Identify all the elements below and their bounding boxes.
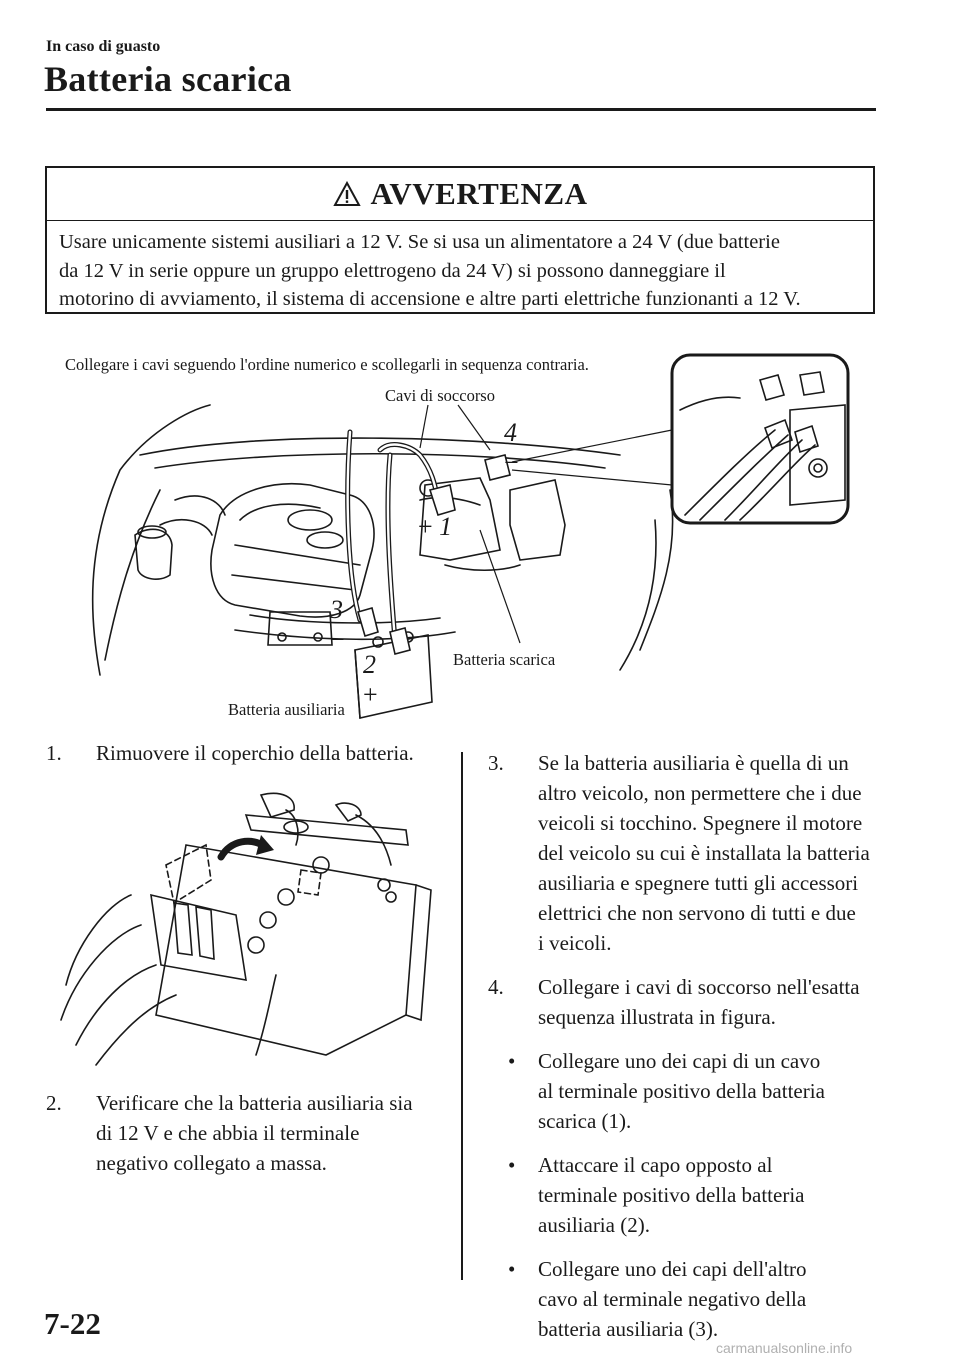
bullet-item xyxy=(488,1046,878,1136)
step-number: 4. xyxy=(488,975,504,999)
battery-cover-drawing xyxy=(56,785,446,1075)
engine-bay-drawing xyxy=(60,350,880,728)
bullet-dot-icon: • xyxy=(508,1153,516,1177)
step-number: 2. xyxy=(46,1091,62,1115)
step-text-line: i veicoli. xyxy=(538,931,612,955)
bullet-text-line: Collegare uno dei capi dell'altro xyxy=(538,1257,807,1281)
step-2 xyxy=(46,1088,446,1178)
title-divider xyxy=(46,108,876,111)
step-1 xyxy=(46,738,446,768)
step-3 xyxy=(488,748,878,958)
bullet-item xyxy=(488,1254,878,1344)
step-text-line: veicoli si tocchino. Spegnere il motore xyxy=(538,811,863,835)
step-text-line: Se la batteria ausiliaria è quella di un xyxy=(538,751,849,775)
bullet-text-line: ausiliaria (2). xyxy=(538,1213,650,1237)
bullet-text-line: batteria ausiliaria (3). xyxy=(538,1317,719,1341)
page-title: Batteria scarica xyxy=(44,59,292,99)
marker-2 xyxy=(363,650,378,710)
bullet-dot-icon: • xyxy=(508,1049,516,1073)
jump-start-illustration xyxy=(60,350,880,728)
watermark: carmanualsonline.info xyxy=(716,1340,853,1356)
step-text-line: altro veicolo, non permettere che i due xyxy=(538,781,862,805)
right-column xyxy=(488,748,878,1344)
step-text-line: Verificare che la batteria ausiliaria sia xyxy=(96,1091,413,1115)
marker-number: 4 xyxy=(504,418,517,447)
marker-sign: − xyxy=(330,625,345,654)
marker-number: 2 xyxy=(363,650,376,679)
left-column-lower xyxy=(46,1088,446,1178)
marker-number: 3 xyxy=(330,595,343,624)
section-label: In caso di guasto xyxy=(46,38,161,55)
marker-1 xyxy=(418,512,452,542)
step-text: Rimuovere il coperchio della batteria. xyxy=(96,741,414,765)
warning-triangle-icon xyxy=(333,181,361,207)
marker-3 xyxy=(330,595,345,655)
bullet-item xyxy=(488,1150,878,1240)
label-dead-battery: Batteria scarica xyxy=(453,650,556,669)
step-text-line: Collegare i cavi di soccorso nell'esatta xyxy=(538,975,860,999)
step-4 xyxy=(488,972,878,1032)
marker-4 xyxy=(504,418,519,478)
bullet-text-line: Attaccare il capo opposto al xyxy=(538,1153,773,1177)
step-number: 1. xyxy=(46,741,62,765)
step-text-line: elettrici che non servono di tutti e due xyxy=(538,901,856,925)
left-column xyxy=(46,738,446,768)
battery-cover-illustration xyxy=(56,785,446,1075)
page-number: 7-22 xyxy=(44,1306,101,1341)
bullet-text-line: Collegare uno dei capi di un cavo xyxy=(538,1049,821,1073)
step-text-line: negativo collegato a massa. xyxy=(96,1151,327,1175)
step-text-line: ausiliaria e spegnere tutti gli accessori xyxy=(538,871,859,895)
bullet-text-line: cavo al terminale negativo della xyxy=(538,1287,807,1311)
step-text-line: sequenza illustrata in figura. xyxy=(538,1005,776,1029)
bullet-text-line: terminale positivo della batteria xyxy=(538,1183,805,1207)
figure-caption: Collegare i cavi seguendo l'ordine numerico e scollegarli in sequenza contraria. xyxy=(65,355,589,374)
marker-sign: − xyxy=(504,448,519,477)
column-divider xyxy=(461,752,463,1280)
warning-title: AVVERTENZA xyxy=(370,176,588,211)
label-auxiliary-battery: Batteria ausiliaria xyxy=(228,700,345,719)
bullet-text-line: al terminale positivo della batteria xyxy=(538,1079,825,1103)
label-booster-cables: Cavi di soccorso xyxy=(385,386,495,405)
warning-line: motorino di avviamento, il sistema di accensione e altre parti elettriche funzionanti a 12 V. xyxy=(59,288,801,310)
bullet-text-line: scarica (1). xyxy=(538,1109,632,1133)
step-text-line: del veicolo su cui è installata la batteria xyxy=(538,841,870,865)
warning-text xyxy=(59,228,865,314)
warning-line: Usare unicamente sistemi ausiliari a 12 V. Se si usa un alimentatore a 24 V (due batterie xyxy=(59,231,780,253)
marker-sign: + xyxy=(418,512,433,541)
marker-sign: + xyxy=(363,680,378,709)
marker-number: 1 xyxy=(439,512,453,541)
warning-header xyxy=(47,168,873,221)
warning-box xyxy=(45,166,875,314)
step-number: 3. xyxy=(488,751,504,775)
warning-line: da 12 V in serie oppure un gruppo elettrogeno da 24 V) si possono danneggiare il xyxy=(59,259,726,282)
bullet-dot-icon: • xyxy=(508,1257,516,1281)
step-text-line: di 12 V e che abbia il terminale xyxy=(96,1121,360,1145)
